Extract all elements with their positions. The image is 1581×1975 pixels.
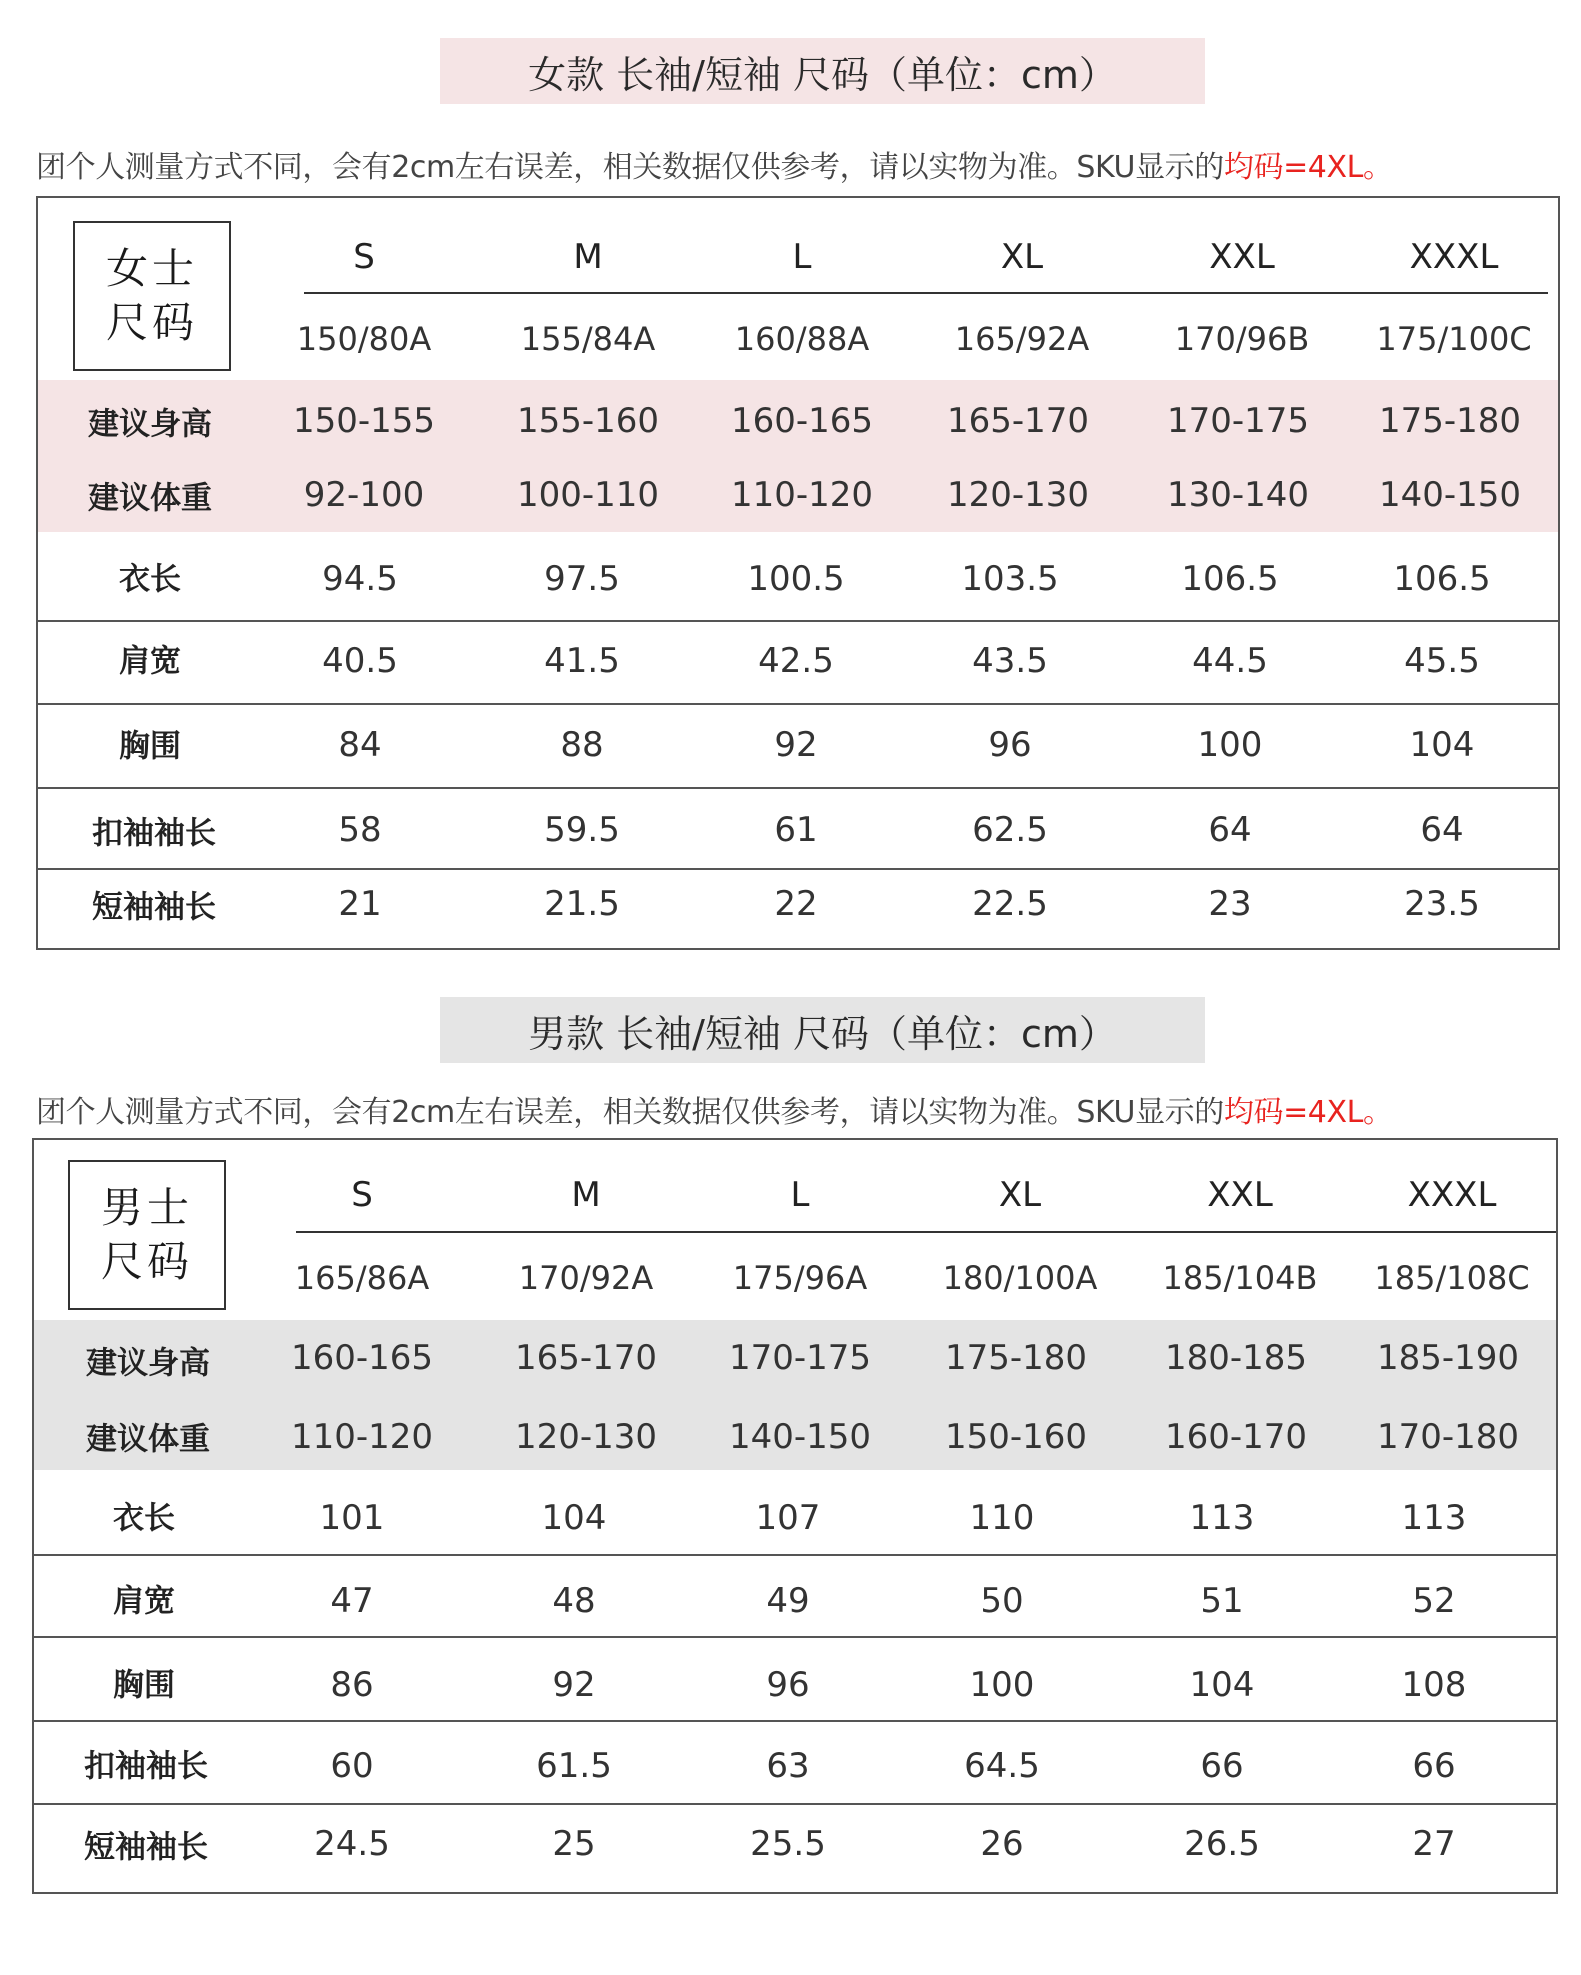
table-cell: 150-160 bbox=[944, 1417, 1088, 1457]
table-cell: 23.5 bbox=[1404, 884, 1480, 924]
table-cell: 175-180 bbox=[944, 1338, 1088, 1378]
body-code: 175/100C bbox=[1376, 320, 1532, 358]
men-section-title bbox=[440, 997, 1205, 1063]
table-cell: 64.5 bbox=[964, 1746, 1040, 1786]
table-cell: 110-120 bbox=[290, 1417, 434, 1457]
table-cell: 92-100 bbox=[303, 475, 425, 515]
table-cell: 150-155 bbox=[292, 401, 436, 441]
table-cell: 64 bbox=[1420, 810, 1464, 850]
table-cell: 60 bbox=[330, 1746, 374, 1786]
size-header-m: M bbox=[571, 1175, 601, 1215]
men-disclaimer-note bbox=[36, 1091, 1581, 1135]
table-cell: 61 bbox=[774, 810, 818, 850]
size-header-xl: XL bbox=[998, 1175, 1042, 1215]
body-code: 185/104B bbox=[1162, 1259, 1318, 1297]
women-corner-label bbox=[73, 221, 231, 371]
row-divider bbox=[34, 1803, 1556, 1805]
table-cell: 61.5 bbox=[536, 1746, 612, 1786]
body-code: 170/96B bbox=[1174, 320, 1310, 358]
table-cell: 106.5 bbox=[1181, 559, 1279, 599]
row-label-weight: 建议体重 bbox=[88, 480, 212, 517]
table-cell: 130-140 bbox=[1166, 475, 1310, 515]
table-cell: 97.5 bbox=[544, 559, 620, 599]
row-divider bbox=[38, 703, 1558, 705]
table-cell: 100 bbox=[969, 1665, 1035, 1705]
table-cell: 94.5 bbox=[322, 559, 398, 599]
table-cell: 59.5 bbox=[544, 810, 620, 850]
table-cell: 66 bbox=[1200, 1746, 1244, 1786]
table-cell: 165-170 bbox=[946, 401, 1090, 441]
row-label-short-sleeve: 短袖袖长 bbox=[84, 1829, 208, 1866]
table-cell: 92 bbox=[774, 725, 818, 765]
body-code: 165/92A bbox=[954, 320, 1090, 358]
men-note-highlight: 均码=4XL。 bbox=[1223, 1095, 1393, 1130]
table-cell: 86 bbox=[330, 1665, 374, 1705]
table-cell: 140-150 bbox=[1378, 475, 1522, 515]
row-label-long-sleeve: 扣袖袖长 bbox=[92, 815, 216, 852]
row-divider bbox=[34, 1636, 1556, 1638]
size-header-m: M bbox=[573, 237, 603, 277]
table-cell: 110-120 bbox=[730, 475, 874, 515]
table-cell: 170-175 bbox=[728, 1338, 872, 1378]
table-cell: 120-130 bbox=[946, 475, 1090, 515]
table-cell: 165-170 bbox=[514, 1338, 658, 1378]
table-cell: 58 bbox=[338, 810, 382, 850]
body-code: 165/86A bbox=[294, 1259, 430, 1297]
table-cell: 104 bbox=[1189, 1665, 1255, 1705]
table-cell: 40.5 bbox=[322, 641, 398, 681]
table-cell: 96 bbox=[988, 725, 1032, 765]
men-header-underline bbox=[296, 1231, 1556, 1233]
table-cell: 50 bbox=[980, 1581, 1024, 1621]
table-cell: 113 bbox=[1189, 1498, 1255, 1538]
body-code: 160/88A bbox=[734, 320, 870, 358]
table-cell: 27 bbox=[1412, 1824, 1456, 1864]
table-cell: 41.5 bbox=[544, 641, 620, 681]
table-cell: 110 bbox=[969, 1498, 1035, 1538]
women-note-text: 团个人测量方式不同，会有2cm左右误差，相关数据仅供参考，请以实物为准。SKU显示的 bbox=[36, 150, 1224, 185]
women-header-underline bbox=[304, 292, 1548, 294]
row-divider bbox=[38, 620, 1558, 622]
size-header-xxxl: XXXL bbox=[1409, 237, 1499, 277]
table-cell: 26 bbox=[980, 1824, 1024, 1864]
size-header-l: L bbox=[792, 237, 812, 277]
body-code: 170/92A bbox=[518, 1259, 654, 1297]
row-label-length: 衣长 bbox=[119, 561, 181, 598]
row-label-short-sleeve: 短袖袖长 bbox=[92, 889, 216, 926]
size-header-xl: XL bbox=[1000, 237, 1044, 277]
men-size-table bbox=[32, 1138, 1558, 1894]
table-cell: 84 bbox=[338, 725, 382, 765]
table-cell: 22.5 bbox=[972, 884, 1048, 924]
table-cell: 185-190 bbox=[1376, 1338, 1520, 1378]
table-cell: 47 bbox=[330, 1581, 374, 1621]
row-label-shoulder: 肩宽 bbox=[113, 1583, 175, 1620]
table-cell: 51 bbox=[1200, 1581, 1244, 1621]
table-cell: 175-180 bbox=[1378, 401, 1522, 441]
size-header-s: S bbox=[353, 237, 375, 277]
table-cell: 44.5 bbox=[1192, 641, 1268, 681]
row-label-height: 建议身高 bbox=[86, 1345, 210, 1382]
table-cell: 45.5 bbox=[1404, 641, 1480, 681]
corner-line-2: 尺码 bbox=[100, 1237, 193, 1286]
table-cell: 96 bbox=[766, 1665, 810, 1705]
table-cell: 113 bbox=[1401, 1498, 1467, 1538]
body-code: 185/108C bbox=[1374, 1259, 1530, 1297]
table-cell: 100-110 bbox=[516, 475, 660, 515]
row-divider bbox=[34, 1554, 1556, 1556]
table-cell: 106.5 bbox=[1393, 559, 1491, 599]
table-cell: 104 bbox=[1409, 725, 1475, 765]
table-cell: 48 bbox=[552, 1581, 596, 1621]
corner-line-1: 女士 bbox=[105, 244, 198, 293]
table-cell: 160-165 bbox=[730, 401, 874, 441]
size-header-xxxl: XXXL bbox=[1407, 1175, 1497, 1215]
table-cell: 108 bbox=[1401, 1665, 1467, 1705]
women-title-text: 女款 长袖/短袖 尺码（单位：cm） bbox=[528, 52, 1117, 97]
table-cell: 104 bbox=[541, 1498, 607, 1538]
row-label-long-sleeve: 扣袖袖长 bbox=[84, 1748, 208, 1785]
row-label-chest: 胸围 bbox=[113, 1667, 175, 1704]
body-code: 175/96A bbox=[732, 1259, 868, 1297]
women-section-title bbox=[440, 38, 1205, 104]
men-title-text: 男款 长袖/短袖 尺码（单位：cm） bbox=[528, 1011, 1117, 1056]
table-cell: 88 bbox=[560, 725, 604, 765]
table-cell: 103.5 bbox=[961, 559, 1059, 599]
table-cell: 25.5 bbox=[750, 1824, 826, 1864]
table-cell: 49 bbox=[766, 1581, 810, 1621]
table-cell: 24.5 bbox=[314, 1824, 390, 1864]
women-note-highlight: 均码=4XL。 bbox=[1223, 150, 1393, 185]
table-cell: 100.5 bbox=[747, 559, 845, 599]
table-cell: 64 bbox=[1208, 810, 1252, 850]
table-cell: 170-175 bbox=[1166, 401, 1310, 441]
women-size-table bbox=[36, 196, 1560, 950]
table-cell: 22 bbox=[774, 884, 818, 924]
corner-line-2: 尺码 bbox=[105, 298, 198, 347]
table-cell: 160-170 bbox=[1164, 1417, 1308, 1457]
table-cell: 62.5 bbox=[972, 810, 1048, 850]
row-label-shoulder: 肩宽 bbox=[119, 643, 181, 680]
size-header-s: S bbox=[351, 1175, 373, 1215]
table-cell: 101 bbox=[319, 1498, 385, 1538]
men-corner-label bbox=[68, 1160, 226, 1310]
table-cell: 170-180 bbox=[1376, 1417, 1520, 1457]
corner-line-1: 男士 bbox=[100, 1183, 193, 1232]
row-divider bbox=[38, 787, 1558, 789]
table-cell: 160-165 bbox=[290, 1338, 434, 1378]
table-cell: 21.5 bbox=[544, 884, 620, 924]
size-header-l: L bbox=[790, 1175, 810, 1215]
table-cell: 66 bbox=[1412, 1746, 1456, 1786]
table-cell: 26.5 bbox=[1184, 1824, 1260, 1864]
row-label-weight: 建议体重 bbox=[86, 1421, 210, 1458]
row-label-chest: 胸围 bbox=[119, 728, 181, 765]
table-cell: 180-185 bbox=[1164, 1338, 1308, 1378]
men-note-text: 团个人测量方式不同，会有2cm左右误差，相关数据仅供参考，请以实物为准。SKU显示的 bbox=[36, 1095, 1224, 1130]
row-label-length: 衣长 bbox=[113, 1500, 175, 1537]
table-cell: 21 bbox=[338, 884, 382, 924]
table-cell: 43.5 bbox=[972, 641, 1048, 681]
table-cell: 120-130 bbox=[514, 1417, 658, 1457]
table-cell: 42.5 bbox=[758, 641, 834, 681]
table-cell: 52 bbox=[1412, 1581, 1456, 1621]
table-cell: 140-150 bbox=[728, 1417, 872, 1457]
table-cell: 92 bbox=[552, 1665, 596, 1705]
table-cell: 63 bbox=[766, 1746, 810, 1786]
table-cell: 155-160 bbox=[516, 401, 660, 441]
table-cell: 23 bbox=[1208, 884, 1252, 924]
table-cell: 100 bbox=[1197, 725, 1263, 765]
row-label-height: 建议身高 bbox=[88, 406, 212, 443]
row-divider bbox=[34, 1720, 1556, 1722]
women-disclaimer-note bbox=[36, 146, 1581, 190]
table-cell: 25 bbox=[552, 1824, 596, 1864]
size-header-xxl: XXL bbox=[1207, 1175, 1273, 1215]
size-header-xxl: XXL bbox=[1209, 237, 1275, 277]
body-code: 155/84A bbox=[520, 320, 656, 358]
row-divider bbox=[38, 868, 1558, 870]
body-code: 180/100A bbox=[942, 1259, 1098, 1297]
table-cell: 107 bbox=[755, 1498, 821, 1538]
body-code: 150/80A bbox=[296, 320, 432, 358]
